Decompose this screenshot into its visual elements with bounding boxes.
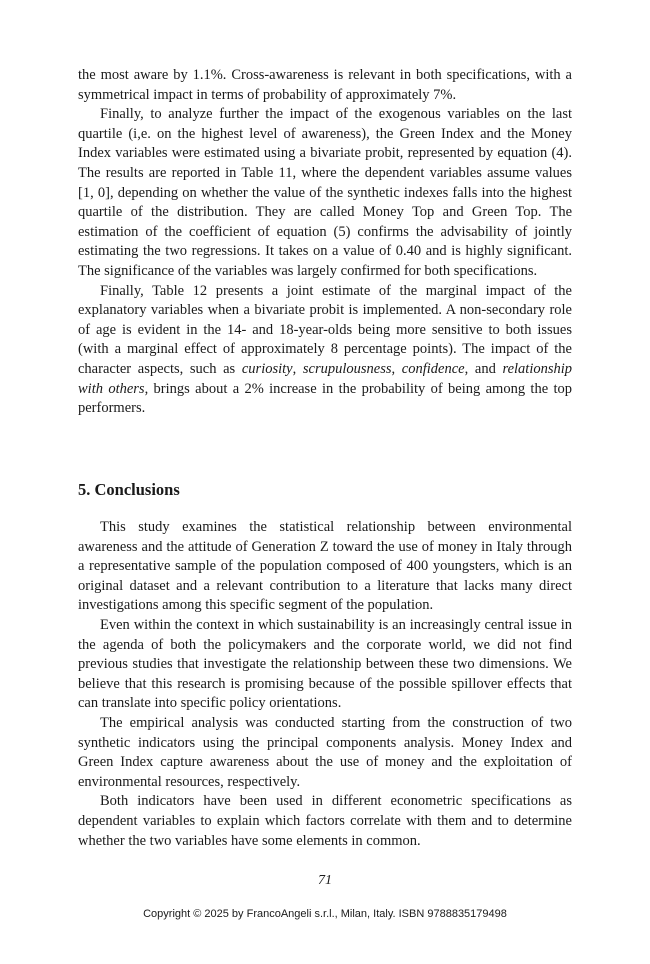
emphasis-curiosity: curiosity xyxy=(241,360,293,377)
paragraph-text-b: , brings about a 2% increase in the probability of being among the top performers. xyxy=(78,380,573,417)
page-number: 71 xyxy=(318,873,332,888)
conclusions-paragraph-2: Even within the context in which sustainability is an increasingly central issue in the agenda of both the policymakers and the corporate world, we did not find previous studies that investigate the relationship between these two dimensions. We believe that this research is promising because of the possible spillover effects that can translate into specific policy orientations. xyxy=(78,616,572,712)
conclusions-paragraph-3: The empirical analysis was conducted starting from the construction of two synthetic indicators using the principal components analysis. Money Index and Green Index capture awareness about the use of money and the exploitation of environmental resources, respectively. xyxy=(78,714,572,790)
copyright-notice: Copyright © 2025 by FrancoAngeli s.r.l., Milan, Italy. ISBN 9788835179498 xyxy=(143,908,507,920)
section-heading: 5. Conclusions xyxy=(78,480,180,499)
paragraph-text-a: Finally, Table 12 presents a joint estimate of the marginal impact of the explanatory variables when a bivariate probit is implemented. A non-secondary role of age is evident in the 14- and 18-year-olds being more sensitive to both issues (with a marginal effect of approximately 8 percentage points). The impact of the character aspects, such as xyxy=(78,282,572,377)
paragraph-marginal-impact xyxy=(78,282,572,419)
body-text-top xyxy=(78,66,572,419)
separator: , and xyxy=(464,360,503,377)
conclusions-body xyxy=(78,518,572,851)
emphasis-confidence: confidence xyxy=(401,360,465,377)
paragraph-continuation: the most aware by 1.1%. Cross-awareness is relevant in both specifications, with a symmetrical impact in terms of probability of approximately 7%. xyxy=(78,67,572,103)
conclusions-paragraph-4: Both indicators have been used in different econometric specifications as dependent variables to explain which factors correlate with them and to determine whether the two variables have some elements in common. xyxy=(78,793,572,849)
separator: , xyxy=(292,360,303,377)
separator: , xyxy=(391,360,402,377)
emphasis-scrupulousness: scrupulousness xyxy=(302,360,392,377)
paragraph-bivariate-probit: Finally, to analyze further the impact of the exogenous variables on the last quartile (i,e. on the highest level of awareness), the Green Index and the Money Index variables were estimated using a bivariate probit, represented by equation (4). The results are reported in Table 11, where the dependent variables assume values [1, 0], depending on whether the value of the synthetic indexes falls into the highest quartile of the distribution. They are called Money Top and Green Top. The estimation of the coefficient of equation (5) confirms the advisability of jointly estimating the two regressions. It takes on a value of 0.40 and is highly significant. The significance of the variables was largely confirmed for both specifications. xyxy=(78,106,572,279)
conclusions-paragraph-1: This study examines the statistical relationship between environmental awareness and the attitude of Generation Z toward the use of money in Italy through a representative sample of the population composed of 400 youngsters, which is an original dataset and a relevant contribution to a literature that lacks many direct investigations among this specific segment of the population. xyxy=(78,519,572,614)
emphasis-relationship: relationship with others xyxy=(78,360,573,397)
